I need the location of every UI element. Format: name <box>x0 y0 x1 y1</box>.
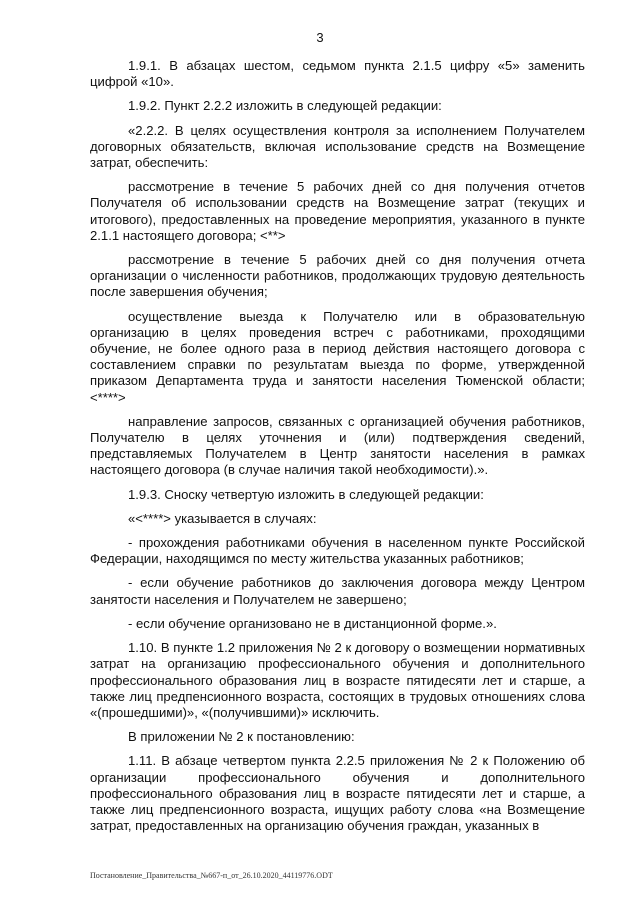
paragraph-footnote-intro: «<****> указывается в случаях: <box>128 510 317 526</box>
document-footer: Постановление_Правительства_№667-п_от_26.10.2020_44119776.ODT <box>90 871 333 880</box>
document-body <box>90 58 585 842</box>
paragraph-1-9-1: 1.9.1. В абзацах шестом, седьмом пункта 2.1.5 цифру «5» заменить цифрой «10». <box>90 58 585 90</box>
paragraph-1-9-3: 1.9.3. Сноску четвертую изложить в следующей редакции: <box>128 486 484 502</box>
paragraph-review-headcount: рассмотрение в течение 5 рабочих дней со дня получения отчета организации о численности работников, продолжающих трудовую деятельность после завершения обучения; <box>90 252 585 300</box>
paragraph-review-reports: рассмотрение в течение 5 рабочих дней со дня получения отчетов Получателя об использовании средств на Возмещение затрат (текущих и итогового), предоставленных на проведение мероприятия, указанного в пункте 2.1.1 настоящего договора; <**> <box>90 179 585 243</box>
paragraph-site-visit: осуществление выезда к Получателю или в образовательную организацию в целях проведения встреч с работниками, проходящими обучение, не более одного раза в период действия настоящего договора с составлением справки по результатам выезда по форме, утвержденной приказом Департамента труда и занятости населения Тюменской области; <****> <box>90 308 585 405</box>
paragraph-1-10: 1.10. В пункте 1.2 приложения № 2 к договору о возмещении нормативных затрат на организацию профессионального обучения и дополнительного профессионального образования лиц в возрасте пятидесяти лет и старше, а также лиц предпенсионного возраста, состоящих в трудовых отношениях слова «(прошедшими)», «(получившими)» исключить. <box>90 640 585 720</box>
paragraph-1-11: 1.11. В абзаце четвертом пункта 2.2.5 приложения № 2 к Положению об организации профессионального обучения и дополнительного профессионального образования лиц в возрасте пятидесяти лет и старше, а также лиц предпенсионного возраста, ищущих работу слова «на Возмещение затрат, предоставленных на организацию обучения граждан, указанных в <box>90 753 585 834</box>
paragraph-1-9-2: 1.9.2. Пункт 2.2.2 изложить в следующей редакции: <box>128 98 442 114</box>
paragraph-requests: направление запросов, связанных с организацией обучения работников, Получателю в целях уточнения и (или) подтверждения сведений, представляемых Получателем в Центр занятости населения в рамках настоящего договора (в случае наличия такой необходимости).». <box>90 413 585 478</box>
paragraph-case-not-remote: - если обучение организовано не в дистанционной форме.». <box>128 615 497 631</box>
paragraph-appendix-2: В приложении № 2 к постановлению: <box>128 729 355 745</box>
paragraph-case-location: - прохождения работниками обучения в населенном пункте Российской Федерации, находящимся по месту жительства указанных работников; <box>90 535 585 567</box>
page-number: 3 <box>316 30 324 45</box>
paragraph-case-not-finished: - если обучение работников до заключения договора между Центром занятости населения и Получателем не завершено; <box>90 575 585 607</box>
paragraph-2-2-2: «2.2.2. В целях осуществления контроля за исполнением Получателем договорных обязательств, включая использование средств на Возмещение затрат, обеспечить: <box>90 122 585 171</box>
